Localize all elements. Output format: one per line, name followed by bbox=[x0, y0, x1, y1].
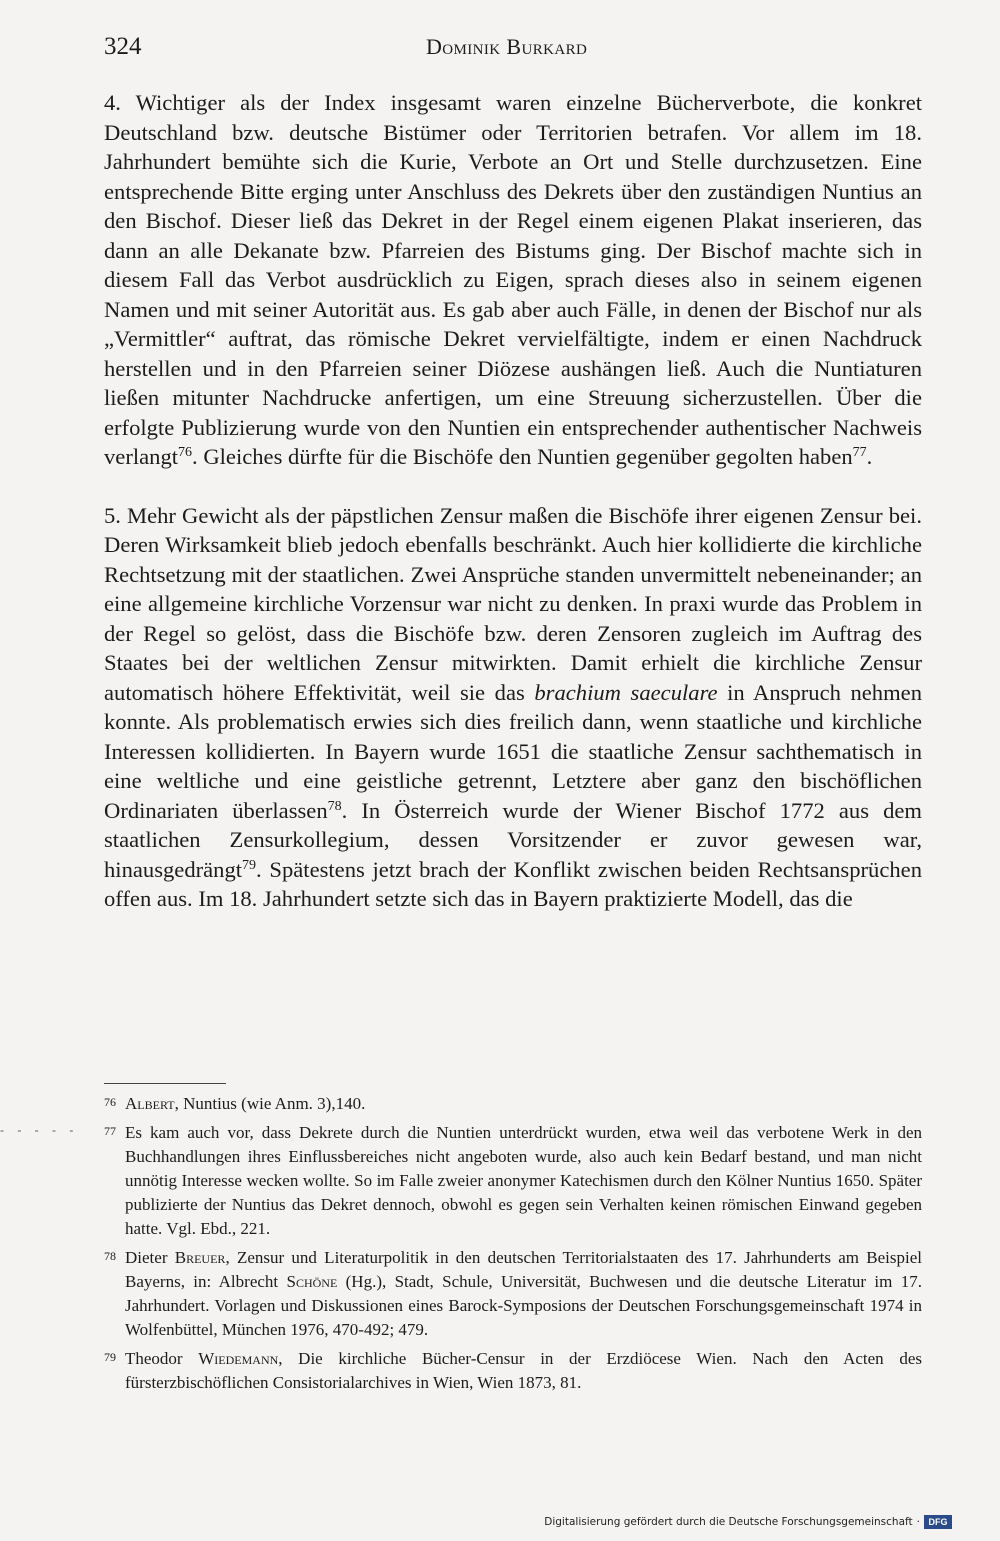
author-name: Schöne bbox=[286, 1272, 338, 1291]
footnote-text: Dieter bbox=[125, 1248, 175, 1267]
paragraph-text: . In Österreich wurde der Wiener Bischof 1772 aus dem staatlichen Zensurkollegium, dessen Vorsitzender er zuvor gewesen war, hinausgedrängt bbox=[104, 797, 922, 882]
footnote-number: 79 bbox=[104, 1350, 116, 1364]
footnote-76 bbox=[104, 1092, 922, 1116]
footnote-ref[interactable]: 77 bbox=[852, 445, 867, 460]
footnote-text: , Die kirchliche Bücher-Censur in der Erzdiöcese Wien. Nach den Acten des fürsterzbischöflichen Consistorialarchives in Wien, Wien 1873, 81. bbox=[125, 1349, 922, 1392]
paragraph-4 bbox=[104, 88, 922, 472]
separator-dot: · bbox=[916, 1516, 920, 1528]
footnote-text: (Hg.), Stadt, Schule, Universität, Buchwesen und die deutsche Literatur im 17. Jahrhundert. Vorlagen und Diskussionen eines Barock-Symposions der Deutschen Forschungsgemeinschaft 1974 in Wolfenbüttel, München 1976, 470-492; 479. bbox=[125, 1272, 922, 1339]
paragraph-text: . Gleiches dürfte für die Bischöfe den Nuntien gegenüber gegolten haben bbox=[192, 444, 853, 469]
footnotes bbox=[104, 1092, 922, 1400]
footnote-number: 76 bbox=[104, 1095, 116, 1109]
paragraph-text: 5. Mehr Gewicht als der päpstlichen Zensur maßen die Bischöfe ihrer eigenen Zensur bei. Deren Wirksamkeit blieb jedoch ebenfalls beschränkt. Auch hier kollidierte die kirchliche Rechtsetzung mit der staatlichen. Zwei Ansprüche standen unvermittelt nebeneinander; an eine allgemeine kirchliche Vorzensur war nicht zu denken. In praxi wurde das Problem in der Regel so gelöst, dass die Bischöfe bzw. deren Zensoren zugleich im Auftrag des Staates bei der weltlichen Zensur mitwirkten. Damit erhielt die kirchliche Zensur automatisch höhere Effektivität, weil sie das bbox=[104, 502, 922, 705]
paragraph-5 bbox=[104, 501, 922, 914]
footnote-text: Es kam auch vor, dass Dekrete durch die Nuntien unterdrückt wurden, etwa weil das verbotene Werk in den Buchhandlungen ihres Einflussbereiches nicht angeboten wurde, also auch kein Bedarf bestand, und man nicht unnötig Interesse wecken wollte. So im Falle zweier anonymer Katechismen durch den Kölner Nuntius 1650. Später publizierte der Nuntius das Dekret dennoch, obwohl es gegen sein Verhalten keinen römischen Einwand gegeben hatte. Vgl. Ebd., 221. bbox=[125, 1123, 922, 1238]
paragraph-text: 4. Wichtiger als der Index insgesamt waren einzelne Bücherverbote, die konkret Deutschland bzw. deutsche Bistümer oder Territorien betrafen. Vor allem im 18. Jahrhundert bemühte sich die Kurie, Verbote an Ort und Stelle durchzusetzen. Eine entsprechende Bitte erging unter Anschluss des Dekrets über den zuständigen Nuntius an den Bischof. Dieser ließ das Dekret in der Regel einem eigenen Plakat inserieren, das dann an alle Dekanate bzw. Pfarreien des Bistums ging. Der Bischof machte sich in diesem Fall das Verbot ausdrücklich zu Eigen, sprach dieses also in seinem eigenen Namen und mit seiner Autorität aus. Es gab aber auch Fälle, in denen der Bischof nur als „Vermittler“ auftrat, das römische Dekret vervielfältigte, indem er einen Nachdruck herstellen und in den Pfarreien seiner Diözese aushängen ließ. Auch die Nuntiaturen ließen mitunter Nachdrucke anfertigen, um eine Streuung sicherzustellen. Über die erfolgte Publizierung wurde von den Nuntien ein entsprechender authentischer Nachweis verlangt bbox=[104, 90, 922, 469]
paragraph-text: . Spätestens jetzt brach der Konflikt zwischen beiden Rechtsansprüchen offen aus. Im 18. Jahrhundert setzte sich das in Bayern praktizierte Modell, das die bbox=[104, 856, 922, 911]
page-number: 324 bbox=[104, 33, 142, 60]
credit-text: Digitalisierung gefördert durch die Deutsche Forschungsgemeinschaft bbox=[544, 1516, 913, 1528]
author-name: Albert bbox=[125, 1094, 175, 1113]
paragraph-text: . bbox=[866, 444, 873, 469]
footnote-divider bbox=[104, 1083, 226, 1084]
footnote-text: , Zensur und Literaturpolitik in den deutschen Territorialstaaten des 17. Jahrhunderts am Beispiel Bayerns, in: Albrecht bbox=[125, 1248, 922, 1291]
author-name: Wiedemann bbox=[198, 1349, 279, 1368]
author-name: Breuer bbox=[174, 1248, 226, 1267]
dfg-logo-icon: DFG bbox=[924, 1515, 952, 1529]
digitization-credit bbox=[544, 1511, 952, 1533]
footnote-number: 77 bbox=[104, 1124, 116, 1138]
footnote-number: 78 bbox=[104, 1249, 116, 1263]
italic-term: brachium saeculare bbox=[534, 679, 718, 705]
footnote-77 bbox=[104, 1121, 922, 1241]
footnote-ref[interactable]: 78 bbox=[327, 798, 342, 814]
page-header bbox=[104, 30, 922, 64]
paragraph-text: in Anspruch nehmen konnte. Als problematisch erwies sich dies freilich dann, wenn staatliche und kirchliche Interessen kollidierten. In Bayern wurde 1651 die staatliche Zensur sachthematisch in eine weltliche und eine geistliche getrennt, Letztere aber ganz den bischöflichen Ordinariaten überlassen bbox=[104, 679, 922, 823]
body-text bbox=[104, 88, 922, 914]
footnote-ref[interactable]: 79 bbox=[242, 857, 257, 873]
footnote-text: Theodor bbox=[125, 1349, 199, 1368]
footnote-78 bbox=[104, 1246, 922, 1342]
footnote-text: , Nuntius (wie Anm. 3),140. bbox=[174, 1094, 366, 1113]
scan-margin-marks: - - - - - bbox=[0, 1123, 79, 1137]
footnote-79 bbox=[104, 1347, 922, 1395]
footnote-ref[interactable]: 76 bbox=[178, 445, 193, 460]
running-head: Dominik Burkard bbox=[426, 34, 588, 59]
